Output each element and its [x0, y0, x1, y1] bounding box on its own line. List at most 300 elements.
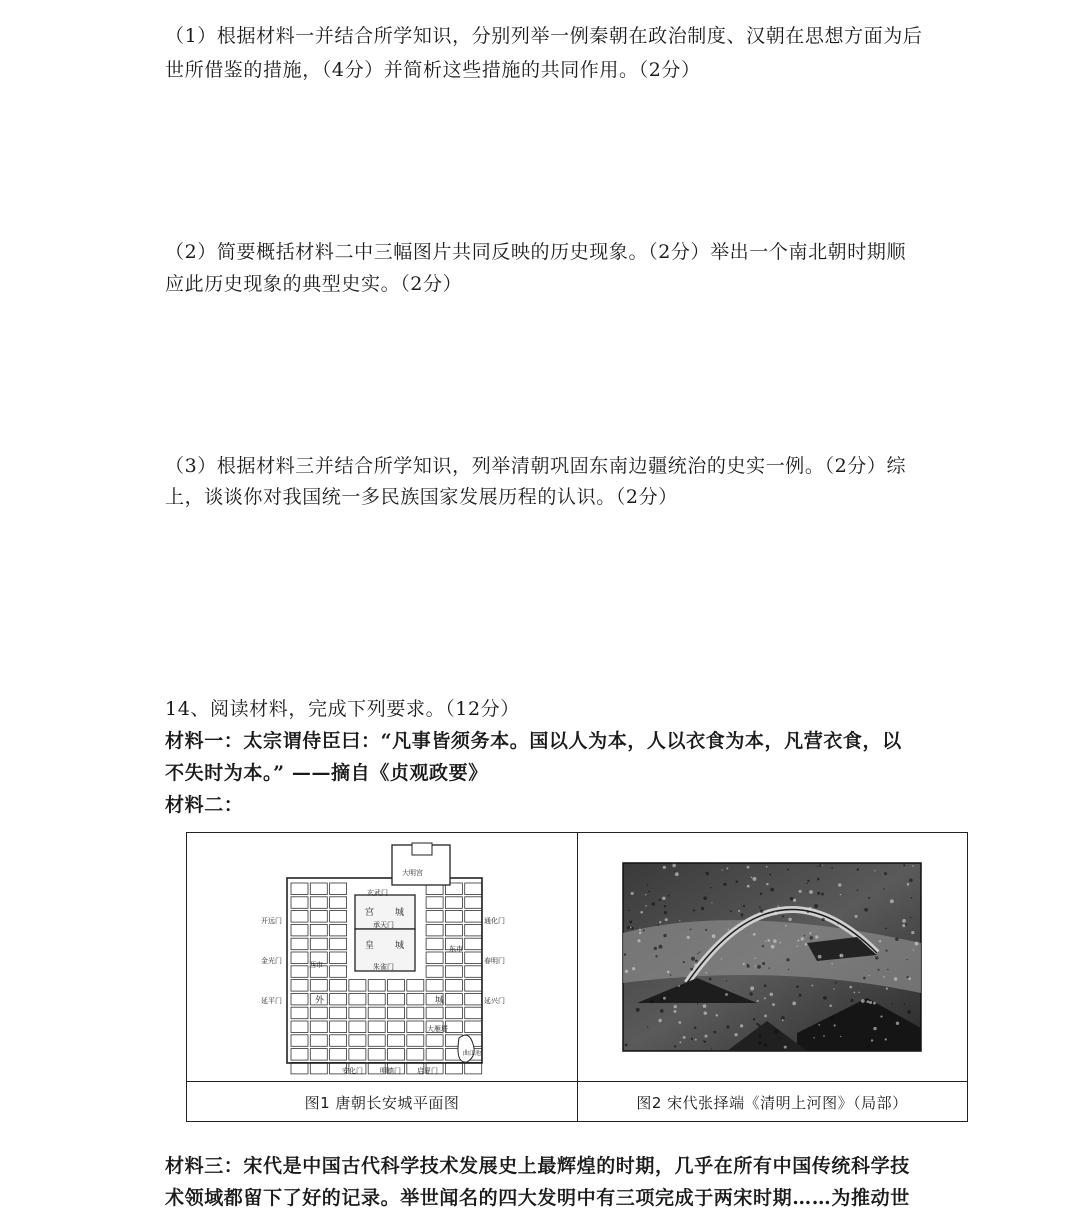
- texture-dot: [759, 906, 761, 908]
- texture-dot: [723, 883, 726, 886]
- texture-dot: [767, 939, 770, 942]
- texture-dot: [782, 915, 784, 917]
- texture-dot: [722, 869, 723, 870]
- texture-dot: [788, 969, 790, 971]
- texture-dot: [861, 999, 865, 1003]
- map-label-yanping: 延平门: [261, 997, 282, 1005]
- texture-dot: [711, 902, 712, 903]
- texture-dot: [663, 866, 666, 869]
- ward-block: [368, 1007, 385, 1019]
- map-label-kaiyuan: 开远门: [261, 917, 282, 925]
- ward-block: [291, 911, 308, 923]
- texture-dot: [735, 880, 738, 883]
- q13-part1-line1: （1）根据材料一并结合所学知识，分别列举一例秦朝在政治制度、汉朝在思想方面为后: [165, 25, 923, 47]
- texture-dot: [817, 866, 818, 867]
- texture-dot: [817, 1025, 819, 1027]
- texture-dot: [630, 927, 632, 929]
- texture-dot: [670, 974, 671, 975]
- ward-block: [426, 980, 443, 992]
- ward-block: [291, 938, 308, 950]
- texture-dot: [796, 945, 797, 946]
- q13-part2-line2: 应此历史现象的典型史实。（2分）: [165, 273, 463, 295]
- texture-dot: [764, 1014, 767, 1017]
- texture-dot: [781, 1016, 785, 1020]
- ward-block: [445, 911, 462, 923]
- texture-dot: [668, 895, 670, 897]
- ward-block: [310, 1049, 327, 1061]
- texture-dot: [640, 911, 643, 914]
- figure1-cell: [187, 833, 578, 1121]
- ward-block: [349, 993, 366, 1005]
- ward-block: [407, 1021, 424, 1033]
- texture-dot: [632, 967, 635, 970]
- texture-dot: [902, 924, 905, 927]
- texture-dot: [750, 1034, 752, 1036]
- ward-block: [388, 1049, 405, 1061]
- texture-dot: [811, 985, 813, 987]
- texture-dot: [817, 878, 820, 881]
- texture-dot: [652, 902, 655, 905]
- texture-dot: [679, 1041, 681, 1043]
- ward-block: [330, 966, 347, 978]
- map-label-wai-1: 外: [315, 996, 325, 1006]
- texture-dot: [628, 909, 630, 911]
- ward-block: [310, 883, 327, 895]
- texture-dot: [726, 867, 728, 869]
- map-label-huang-2: 城: [395, 941, 405, 951]
- map-label-gong-2: 城: [395, 908, 405, 918]
- texture-dot: [750, 986, 754, 990]
- ward-block: [330, 952, 347, 964]
- texture-dot: [894, 977, 897, 980]
- texture-dot: [751, 877, 752, 878]
- ward-block: [407, 993, 424, 1005]
- map-label-zhuque: 朱雀门: [373, 963, 394, 971]
- texture-dot: [907, 883, 910, 886]
- texture-dot: [885, 927, 887, 929]
- texture-dot: [793, 899, 796, 902]
- texture-dot: [879, 940, 881, 942]
- texture-dot: [782, 1019, 784, 1021]
- texture-dot: [835, 982, 837, 984]
- texture-dot: [887, 969, 888, 970]
- texture-dot: [799, 890, 802, 893]
- ward-block: [291, 1062, 308, 1074]
- texture-dot: [912, 865, 913, 866]
- texture-dot: [770, 993, 773, 996]
- texture-dot: [639, 932, 642, 935]
- texture-dot: [780, 1038, 781, 1039]
- q14-material1-line2: 不失时为本。” ——摘自《贞观政要》: [165, 762, 488, 784]
- texture-dot: [629, 921, 632, 924]
- texture-dot: [892, 1003, 894, 1005]
- ward-block: [465, 1021, 482, 1033]
- texture-dot: [815, 935, 818, 938]
- texture-dot: [860, 940, 861, 941]
- texture-dot: [807, 911, 809, 913]
- ward-block: [368, 1021, 385, 1033]
- map-label-jinguang: 金光门: [261, 957, 282, 965]
- texture-dot: [857, 889, 859, 891]
- map-label-huang-1: 皇: [365, 941, 375, 951]
- texture-dot: [895, 938, 899, 942]
- texture-dot: [840, 894, 842, 896]
- texture-dot: [658, 1019, 661, 1022]
- ward-block: [310, 897, 327, 909]
- texture-dot: [747, 866, 750, 869]
- texture-dot: [864, 908, 868, 912]
- ward-block: [445, 980, 462, 992]
- texture-dot: [883, 888, 885, 890]
- map-label-daming: 大明宫: [402, 869, 423, 877]
- ward-block: [330, 938, 347, 950]
- texture-dot: [753, 933, 756, 936]
- map-label-dayan: 大雁塔: [427, 1025, 448, 1033]
- texture-dot: [743, 905, 745, 907]
- ward-block: [330, 1021, 347, 1033]
- texture-dot: [624, 953, 626, 955]
- texture-dot: [659, 899, 661, 901]
- texture-dot: [863, 977, 866, 980]
- map-label-mingde: 明德门: [380, 1067, 401, 1075]
- texture-dot: [687, 936, 690, 939]
- texture-dot: [886, 988, 888, 990]
- texture-dot: [817, 892, 820, 895]
- texture-dot: [764, 997, 766, 999]
- texture-dot: [858, 992, 859, 993]
- texture-dot: [904, 1003, 905, 1004]
- texture-dot: [747, 964, 749, 966]
- ward-block: [310, 1062, 327, 1074]
- texture-dot: [625, 970, 628, 973]
- texture-dot: [786, 958, 789, 961]
- ward-block: [445, 1062, 462, 1074]
- texture-dot: [913, 949, 914, 950]
- texture-dot: [788, 918, 791, 921]
- texture-dot: [690, 929, 692, 931]
- texture-dot: [813, 1037, 814, 1038]
- ward-block: [291, 897, 308, 909]
- texture-dot: [804, 935, 805, 936]
- texture-dot: [769, 874, 771, 876]
- texture-dot: [639, 929, 641, 931]
- texture-dot: [697, 1003, 698, 1004]
- texture-dot: [752, 877, 756, 881]
- ward-block: [426, 897, 443, 909]
- texture-dot: [910, 917, 912, 919]
- ward-block: [445, 966, 462, 978]
- texture-dot: [711, 1048, 712, 1049]
- texture-dot: [830, 1016, 834, 1020]
- texture-dot: [683, 961, 685, 963]
- texture-dot: [787, 868, 789, 870]
- texture-dot: [771, 945, 775, 949]
- ward-block: [388, 993, 405, 1005]
- texture-dot: [659, 921, 661, 923]
- ward-block: [465, 980, 482, 992]
- texture-dot: [740, 1024, 743, 1027]
- changan-city-map: [187, 833, 575, 1081]
- texture-dot: [760, 893, 763, 896]
- texture-dot: [645, 905, 647, 907]
- texture-dot: [821, 893, 824, 896]
- texture-dot: [796, 985, 799, 988]
- texture-dot: [823, 1035, 825, 1037]
- texture-dot: [831, 867, 833, 869]
- texture-dot: [753, 1018, 755, 1020]
- texture-dot: [657, 925, 658, 926]
- texture-dot: [911, 1045, 913, 1047]
- texture-dot: [855, 915, 858, 918]
- ward-block: [465, 897, 482, 909]
- texture-dot: [755, 957, 756, 958]
- ward-block: [445, 993, 462, 1005]
- texture-dot: [867, 1000, 870, 1003]
- texture-dot: [627, 926, 630, 929]
- texture-dot: [703, 896, 707, 900]
- ward-block: [291, 1021, 308, 1033]
- q14-material3-line2: 术领域都留下了好的记录。举世闻名的四大发明中有三项完成于两宋时期……为推动世: [165, 1187, 910, 1209]
- texture-dot: [909, 1028, 911, 1030]
- texture-dot: [778, 905, 779, 906]
- texture-dot: [878, 969, 880, 971]
- texture-dot: [734, 1033, 737, 1036]
- texture-dot: [730, 910, 732, 912]
- texture-dot: [749, 992, 752, 995]
- ward-block: [291, 966, 308, 978]
- ward-block: [291, 1035, 308, 1047]
- ward-block: [426, 938, 443, 950]
- texture-dot: [868, 897, 870, 899]
- texture-dot: [873, 1002, 876, 1005]
- texture-dot: [713, 1031, 716, 1034]
- ward-block: [310, 911, 327, 923]
- texture-dot: [674, 1005, 677, 1008]
- texture-dot: [875, 956, 878, 959]
- texture-dot: [797, 940, 799, 942]
- texture-dot: [757, 965, 761, 969]
- texture-dot: [643, 930, 645, 932]
- ward-block: [368, 980, 385, 992]
- map-label-qixia: 启夏门: [417, 1067, 438, 1075]
- texture-dot: [766, 866, 768, 868]
- texture-dot: [636, 1008, 640, 1012]
- texture-dot: [694, 963, 697, 966]
- texture-dot: [755, 965, 756, 966]
- ward-block: [291, 1007, 308, 1019]
- texture-dot: [823, 996, 827, 1000]
- texture-dot: [896, 1022, 899, 1025]
- texture-dot: [695, 960, 698, 963]
- texture-dot: [756, 1023, 758, 1025]
- texture-dot: [647, 884, 649, 886]
- texture-dot: [637, 939, 640, 942]
- figure-caption-row: [187, 1081, 967, 1124]
- texture-dot: [867, 1044, 870, 1047]
- texture-dot: [664, 905, 666, 907]
- texture-dot: [809, 932, 811, 934]
- map-label-yanxing: 延兴门: [484, 997, 505, 1005]
- texture-dot: [647, 1026, 648, 1027]
- qingming-painting-image: [577, 833, 965, 1081]
- texture-dot: [659, 945, 663, 949]
- texture-dot: [704, 1011, 707, 1014]
- texture-dot: [765, 941, 766, 942]
- texture-dot: [780, 942, 782, 944]
- texture-dot: [648, 891, 650, 893]
- texture-dot: [831, 963, 832, 964]
- ward-block: [310, 1035, 327, 1047]
- texture-dot: [663, 934, 666, 937]
- ward-block: [407, 1007, 424, 1019]
- texture-dot: [805, 943, 807, 945]
- texture-dot: [891, 1012, 892, 1013]
- texture-dot: [806, 883, 807, 884]
- texture-dot: [667, 971, 670, 974]
- texture-dot: [758, 1041, 762, 1045]
- ward-block: [330, 1035, 347, 1047]
- ward-block: [465, 911, 482, 923]
- texture-dot: [785, 925, 787, 927]
- texture-dot: [770, 888, 774, 892]
- texture-dot: [660, 1009, 664, 1013]
- ward-block: [465, 966, 482, 978]
- texture-dot: [838, 883, 841, 886]
- texture-dot: [747, 885, 750, 888]
- map-label-xuanwu: 玄武门: [367, 889, 388, 897]
- texture-dot: [890, 899, 894, 903]
- figure1-caption: 图1 唐朝长安城平面图: [304, 1094, 460, 1112]
- ward-block: [465, 1007, 482, 1019]
- texture-dot: [705, 929, 707, 931]
- texture-dot: [665, 918, 668, 921]
- texture-dot: [902, 919, 906, 923]
- ward-block: [465, 883, 482, 895]
- texture-dot: [833, 988, 834, 989]
- q13-part3-line2: 上，谈谈你对我国统一多民族国家发展历程的认识。（2分）: [165, 486, 678, 508]
- ward-block: [330, 993, 347, 1005]
- texture-dot: [672, 864, 676, 868]
- texture-dot: [674, 871, 675, 872]
- ward-block: [388, 1035, 405, 1047]
- figure2-cell: [577, 833, 967, 1121]
- ward-block: [310, 1007, 327, 1019]
- map-label-tonghua: 通化门: [484, 917, 505, 925]
- texture-dot: [683, 1036, 686, 1039]
- ward-block: [349, 1049, 366, 1061]
- texture-dot: [829, 1004, 832, 1007]
- texture-dot: [840, 954, 844, 958]
- texture-dot: [880, 1015, 882, 1017]
- texture-dot: [764, 1043, 768, 1047]
- texture-dot: [799, 994, 802, 997]
- ward-block: [349, 1021, 366, 1033]
- ward-block: [368, 993, 385, 1005]
- texture-dot: [853, 992, 855, 994]
- texture-dot: [679, 920, 680, 921]
- ward-block: [291, 980, 308, 992]
- texture-dot: [907, 1010, 911, 1014]
- ward-block: [426, 966, 443, 978]
- texture-dot: [906, 959, 907, 960]
- texture-dot: [849, 986, 852, 989]
- q14-material3-line1: 材料三：宋代是中国古代科学技术发展史上最辉煌的时期，几乎在所有中国传统科学技: [165, 1155, 910, 1177]
- texture-dot: [674, 1045, 676, 1047]
- texture-dot: [784, 1046, 787, 1049]
- texture-dot: [725, 993, 728, 996]
- ward-block: [330, 883, 347, 895]
- texture-dot: [819, 864, 822, 867]
- ward-block: [310, 980, 327, 992]
- texture-dot: [850, 999, 853, 1002]
- texture-dot: [773, 939, 776, 942]
- map-label-wai-2: 城: [435, 996, 445, 1006]
- texture-dot: [699, 952, 700, 953]
- q14-heading: 14、阅读材料，完成下列要求。（12分）: [165, 698, 520, 720]
- texture-dot: [757, 1000, 759, 1002]
- texture-dot: [701, 907, 704, 910]
- ward-block: [465, 938, 482, 950]
- ward-block: [349, 980, 366, 992]
- q14-material2-label: 材料二：: [165, 794, 244, 816]
- ward-block: [368, 1049, 385, 1061]
- material2-figure-table: [186, 832, 968, 1122]
- texture-dot: [726, 1025, 729, 1028]
- texture-dot: [772, 1003, 775, 1006]
- map-label-chengtian: 承天门: [373, 921, 394, 929]
- texture-dot: [664, 911, 667, 914]
- texture-dot: [762, 962, 765, 965]
- texture-dot: [760, 910, 763, 913]
- texture-dot: [693, 909, 695, 911]
- texture-dot: [884, 872, 887, 875]
- texture-dot: [705, 972, 707, 974]
- ward-block: [407, 1049, 424, 1061]
- texture-dot: [885, 949, 887, 951]
- map-label-anhua: 安化门: [342, 1067, 363, 1075]
- ward-block: [388, 1007, 405, 1019]
- texture-dot: [764, 984, 767, 987]
- texture-dot: [697, 953, 698, 954]
- ward-block: [445, 924, 462, 936]
- texture-dot: [691, 1038, 693, 1040]
- ward-block: [330, 980, 347, 992]
- ward-block: [330, 924, 347, 936]
- texture-dot: [774, 911, 778, 915]
- texture-dot: [856, 868, 859, 871]
- map-label-xishi: 西市: [309, 961, 323, 969]
- texture-dot: [690, 968, 693, 971]
- texture-dot: [694, 1026, 697, 1029]
- q14-material1-line1: 材料一：太宗谓侍臣曰：“凡事皆须务本。国以人为本，人以衣食为本，凡营衣食，以: [165, 730, 902, 752]
- ward-block: [310, 1021, 327, 1033]
- texture-dot: [792, 1001, 796, 1005]
- texture-dot: [840, 1036, 841, 1037]
- map-label-qujiang: 曲江池: [463, 1050, 482, 1057]
- texture-dot: [710, 887, 712, 889]
- texture-dot: [907, 976, 909, 978]
- ward-block: [388, 980, 405, 992]
- texture-dot: [706, 872, 709, 875]
- ward-block: [465, 1062, 482, 1074]
- texture-dot: [650, 1000, 653, 1003]
- texture-dot: [762, 945, 764, 947]
- ward-block: [330, 911, 347, 923]
- texture-dot: [741, 917, 742, 918]
- ward-block: [291, 924, 308, 936]
- texture-dot: [662, 897, 665, 900]
- ward-block: [291, 993, 308, 1005]
